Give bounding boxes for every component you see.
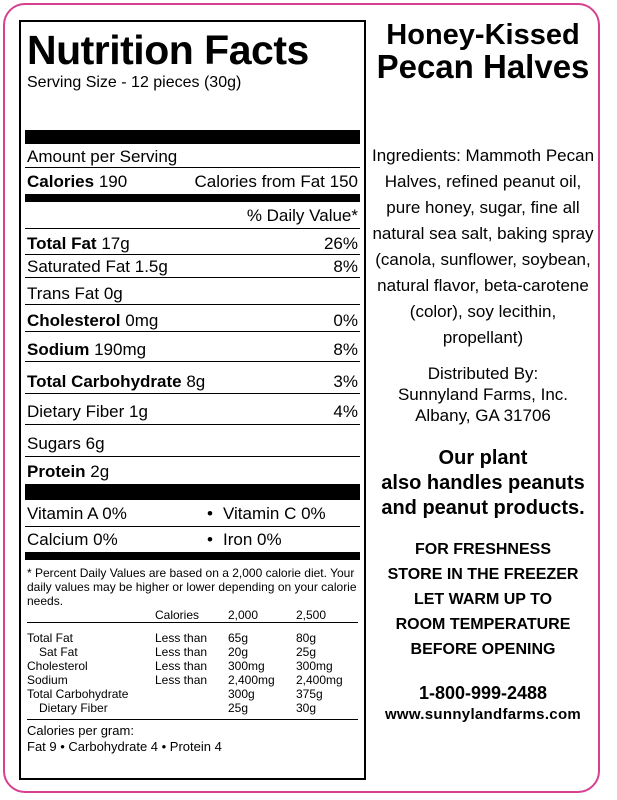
amount-per-serving-row [25,144,360,168]
distributor-label: Distributed By: [427,364,539,384]
footnote: * Percent Daily Values are based on a 2,000 calorie diet. Your daily values may be higher or lower depending on your calorie needs. [27,566,357,608]
calories-from-fat-value: 150 [329,172,358,191]
nutrient-row-dietary-fiber [25,394,360,425]
nutrient-row-saturated-fat [25,255,360,278]
dv-table-row: Sodium Less than 2,400mg 2,400mg [27,673,343,687]
nutrient-label: Trans Fat [27,284,100,303]
product-info-column [368,20,598,723]
nutrient-label: Saturated Fat [27,257,131,276]
medium-divider [25,552,360,560]
nutrient-label: Cholesterol [27,311,121,330]
nutrient-row-sugars [25,425,360,457]
dv-table-row: Sat Fat Less than 20g 25g [39,645,317,659]
nutrient-dv: 4% [333,402,358,421]
nutrient-amount: 1g [129,402,148,421]
daily-value-table [27,608,358,720]
nutrient-label: Protein [27,462,86,481]
website: www.sunnylandfarms.com [384,706,582,724]
nutrition-title: Nutrition Facts [27,27,309,73]
nutrient-dv: 0% [333,311,358,330]
nutrient-row-trans-fat [25,278,360,305]
phone-number: 1-800-999-2488 [418,683,548,704]
nutrition-facts-panel [19,20,366,780]
calories-from-fat-label: Calories from Fat [194,172,325,191]
nutrient-row-total-fat [25,229,360,255]
daily-value-header-row [25,202,360,229]
distributor [368,363,598,426]
allergen-statement: Our plant also handles peanuts and peanut products. [381,447,585,520]
distributor-address: Albany, GA 31706 [415,406,551,426]
bullet: • [207,504,213,523]
nutrient-amount: 0g [103,284,123,303]
nutrient-amount: 2g [90,462,110,481]
calories-row [27,168,358,194]
nutrient-dv: 3% [333,372,358,391]
ingredients: Ingredients: Mammoth Pecan Halves, refined peanut oil, pure honey, sugar, fine all natural sea salt, baking spray (canola, sunflower, soybean, natural flavor, beta-carotene (color), soy lecithin, propellant) [371,146,595,348]
nutrient-label: Total Carbohydrate [27,372,182,391]
nutrient-amount: 0mg [125,311,159,330]
vitamin-a: Vitamin A 0% [27,504,127,523]
nutrient-amount: 6g [85,434,105,453]
nutrient-row-cholesterol [25,305,360,332]
nutrient-dv: 26% [323,234,358,253]
vitamin-c: Vitamin C 0% [223,504,326,523]
bullet: • [207,530,213,549]
thick-divider [25,484,360,500]
product-title-line1: Honey-Kissed [386,19,580,51]
product-title [368,20,598,85]
thick-divider [25,130,360,144]
nutrient-row-sodium [25,332,360,362]
iron: Iron 0% [223,530,282,549]
daily-value-header: % Daily Value* [246,206,358,225]
dv-table-row: Cholesterol Less than 300mg 300mg [27,659,333,673]
calories-per-gram-label: Calories per gram: [27,723,134,738]
nutrient-row-total-carbohydrate [25,362,360,394]
mineral-row [27,527,358,552]
nutrient-label: Total Fat [27,234,97,253]
dv-table-row: Total Carbohydrate 300g 375g [27,687,323,701]
nutrient-dv: 8% [333,340,358,359]
dv-table-row: Total Fat Less than 65g 80g [27,631,317,645]
calcium: Calcium 0% [27,530,118,549]
amount-per-serving: Amount per Serving [27,147,178,166]
nutrient-dv: 8% [333,257,358,276]
nutrient-amount: 17g [101,234,130,253]
nutrient-amount: 190mg [94,340,147,359]
nutrient-label: Sodium [27,340,90,359]
product-title-line2: Pecan Halves [376,48,590,86]
vitamin-row [25,500,360,527]
nutrient-label: Sugars [27,434,81,453]
distributor-name: Sunnyland Farms, Inc. [397,385,569,405]
nutrient-row-protein [27,457,358,484]
nutrient-label: Dietary Fiber [27,402,125,421]
nutrient-amount: 1.5g [134,257,168,276]
serving-size: Serving Size - 12 pieces (30g) [27,74,242,91]
nutrient-amount: 8g [186,372,206,391]
dv-table-header: Calories 2,000 2,500 [27,608,358,623]
calories-label: Calories [27,172,95,191]
dv-table-row: Dietary Fiber 25g 30g [27,701,358,720]
calories-per-gram: Fat 9 • Carbohydrate 4 • Protein 4 [27,739,222,754]
storage-instructions: FOR FRESHNESS STORE IN THE FREEZER LET WARM UP TO ROOM TEMPERATURE BEFORE OPENING [387,541,579,659]
medium-divider [25,194,360,202]
calories-value: 190 [98,172,128,191]
